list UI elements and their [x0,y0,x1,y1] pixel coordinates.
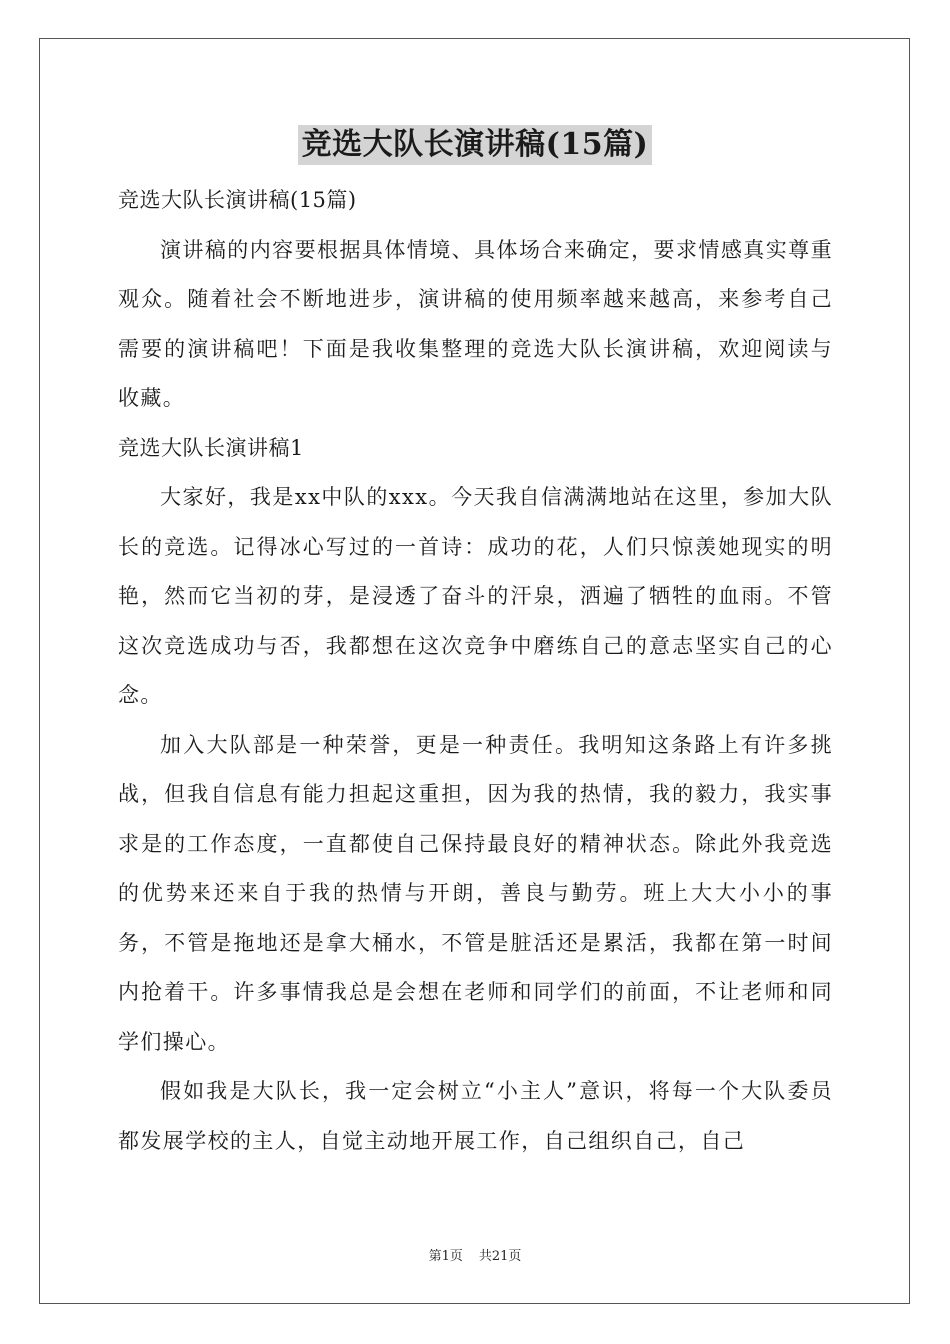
body-paragraph: 大家好，我是xx中队的xxx。今天我自信满满地站在这里，参加大队长的竞选。记得冰心写过的一首诗：成功的花，人们只惊羡她现实的明艳，然而它当初的芽，是浸透了奋斗的汗泉，洒遍了牺牲的血雨。不管这次竞选成功与否，我都想在这次竞争中磨练自己的意志坚实自己的心念。 [118,485,833,707]
page-footer [0,1245,950,1264]
document-title: 竞选大队长演讲稿(15篇) [298,125,653,165]
section-heading: 竞选大队长演讲稿(15篇) [118,188,357,212]
page-number: 第1页 [428,1249,463,1264]
section-heading: 竞选大队长演讲稿1 [118,435,304,460]
page-total: 共21页 [478,1249,522,1264]
document-body [118,176,833,1166]
body-paragraph: 演讲稿的内容要根据具体情境、具体场合来确定，要求情感真实尊重观众。随着社会不断地进步，演讲稿的使用频率越来越高，来参考自己需要的演讲稿吧！下面是我收集整理的竞选大队长演讲稿，欢迎阅读与收藏。 [118,237,833,410]
title-container [0,125,950,165]
body-paragraph: 假如我是大队长，我一定会树立“小主人”意识，将每一个大队委员都发展学校的主人，自觉主动地开展工作，自己组织自己，自己 [118,1079,833,1153]
body-paragraph: 加入大队部是一种荣誉，更是一种责任。我明知这条路上有许多挑战，但我自信息有能力担起这重担，因为我的热情，我的毅力，我实事求是的工作态度，一直都使自己保持最良好的精神状态。除此外我竞选的优势来还来自于我的热情与开朗，善良与勤劳。班上大大小小的事务，不管是拖地还是拿大桶水，不管是脏活还是累活，我都在第一时间内抢着干。许多事情我总是会想在老师和同学们的前面，不让老师和同学们操心。 [118,732,833,1054]
